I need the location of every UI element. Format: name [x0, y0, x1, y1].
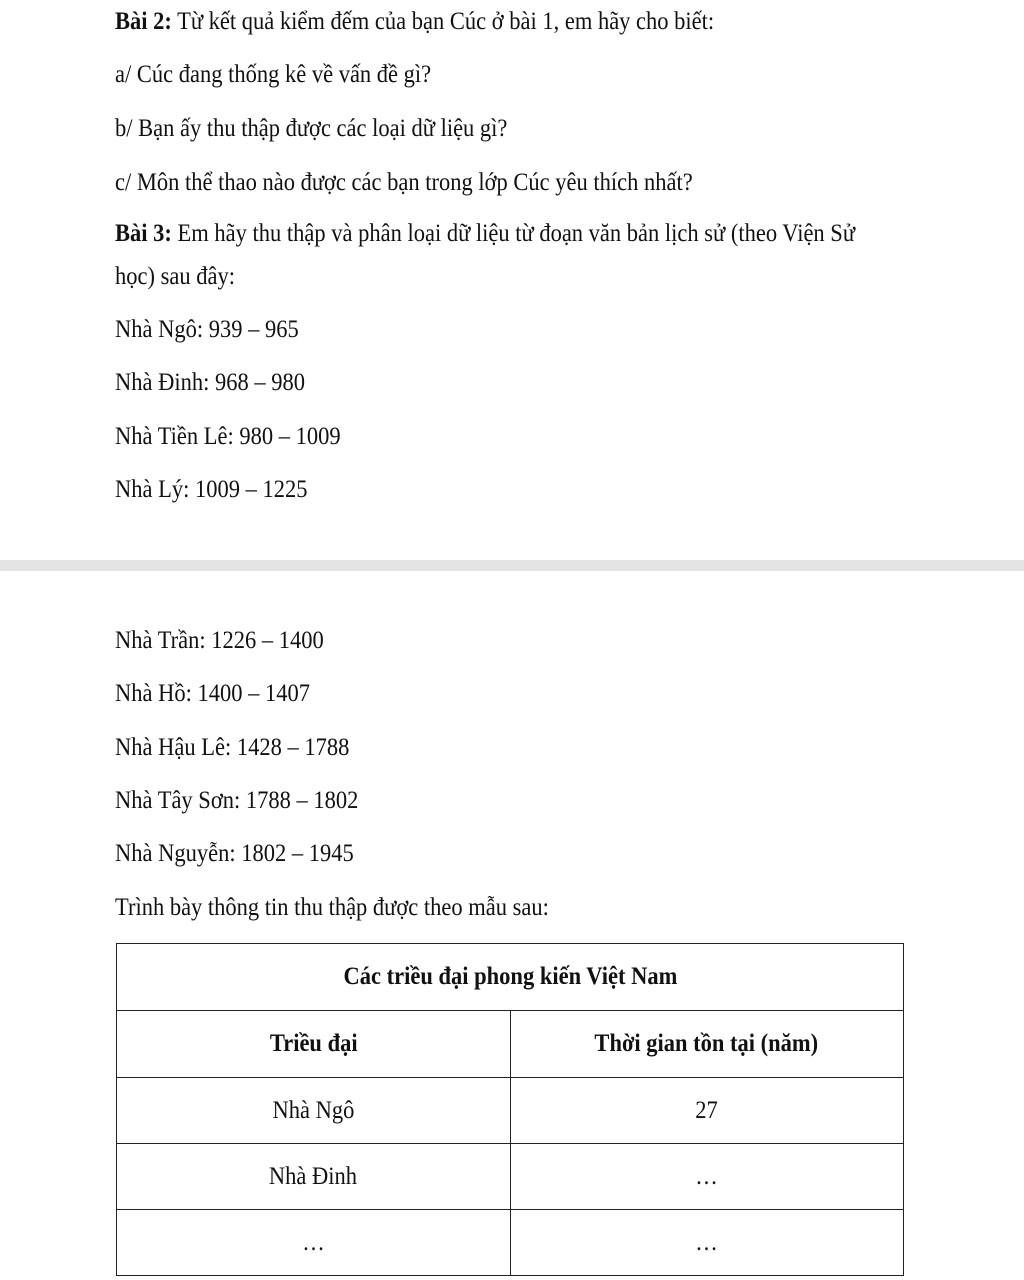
bai3-text-line2: học) sau đây: — [115, 263, 235, 290]
bai3-heading — [115, 219, 855, 249]
dynasty-line: Nhà Tây Sơn: 1788 – 1802 — [115, 787, 359, 814]
header-dynasty: Triều đại — [117, 1011, 511, 1078]
dynasty-table — [116, 943, 904, 1276]
table-row — [117, 1144, 904, 1210]
bai3-label: Bài 3: — [115, 220, 172, 247]
dynasty-line: Nhà Tiền Lê: 980 – 1009 — [115, 423, 341, 450]
table-header-row — [117, 1011, 904, 1078]
bai2-text: Từ kết quả kiểm đếm của bạn Cúc ở bài 1, em hãy cho biết: — [171, 8, 715, 35]
bai3-instruction: Trình bày thông tin thu thập được theo mẫu sau: — [115, 894, 549, 921]
dynasty-line: Nhà Lý: 1009 – 1225 — [115, 476, 308, 503]
dynasty-line: Nhà Nguyễn: 1802 – 1945 — [115, 840, 354, 867]
table-row — [117, 1078, 904, 1144]
table-cell: 27 — [510, 1078, 904, 1144]
page-bottom — [0, 571, 1024, 1280]
dynasty-line: Nhà Đinh: 968 – 980 — [115, 369, 305, 396]
dynasty-line: Nhà Hồ: 1400 – 1407 — [115, 680, 310, 707]
header-duration: Thời gian tồn tại (năm) — [510, 1011, 904, 1078]
bai3-text-line1: Em hãy thu thập và phân loại dữ liệu từ đoạn văn bản lịch sử (theo Viện Sử — [171, 220, 856, 247]
bai2-question-b: b/ Bạn ấy thu thập được các loại dữ liệu gì? — [115, 115, 508, 142]
bai2-question-a: a/ Cúc đang thống kê về vấn đề gì? — [115, 61, 432, 88]
table-cell: Nhà Ngô — [117, 1078, 511, 1144]
table-cell: … — [510, 1144, 904, 1210]
table-cell: … — [117, 1210, 511, 1276]
table-row — [117, 1210, 904, 1276]
table-title: Các triều đại phong kiến Việt Nam — [117, 944, 904, 1011]
page-top — [0, 0, 1024, 560]
bai2-heading — [115, 7, 714, 37]
bai2-label: Bài 2: — [115, 8, 172, 35]
bai2-question-c: c/ Môn thể thao nào được các bạn trong lớp Cúc yêu thích nhất? — [115, 169, 693, 196]
dynasty-line: Nhà Trần: 1226 – 1400 — [115, 627, 324, 654]
table-title-row — [117, 944, 904, 1011]
page-divider — [0, 560, 1024, 571]
dynasty-line: Nhà Ngô: 939 – 965 — [115, 316, 299, 343]
dynasty-line: Nhà Hậu Lê: 1428 – 1788 — [115, 734, 350, 761]
table-cell: Nhà Đinh — [117, 1144, 511, 1210]
table-cell: … — [510, 1210, 904, 1276]
